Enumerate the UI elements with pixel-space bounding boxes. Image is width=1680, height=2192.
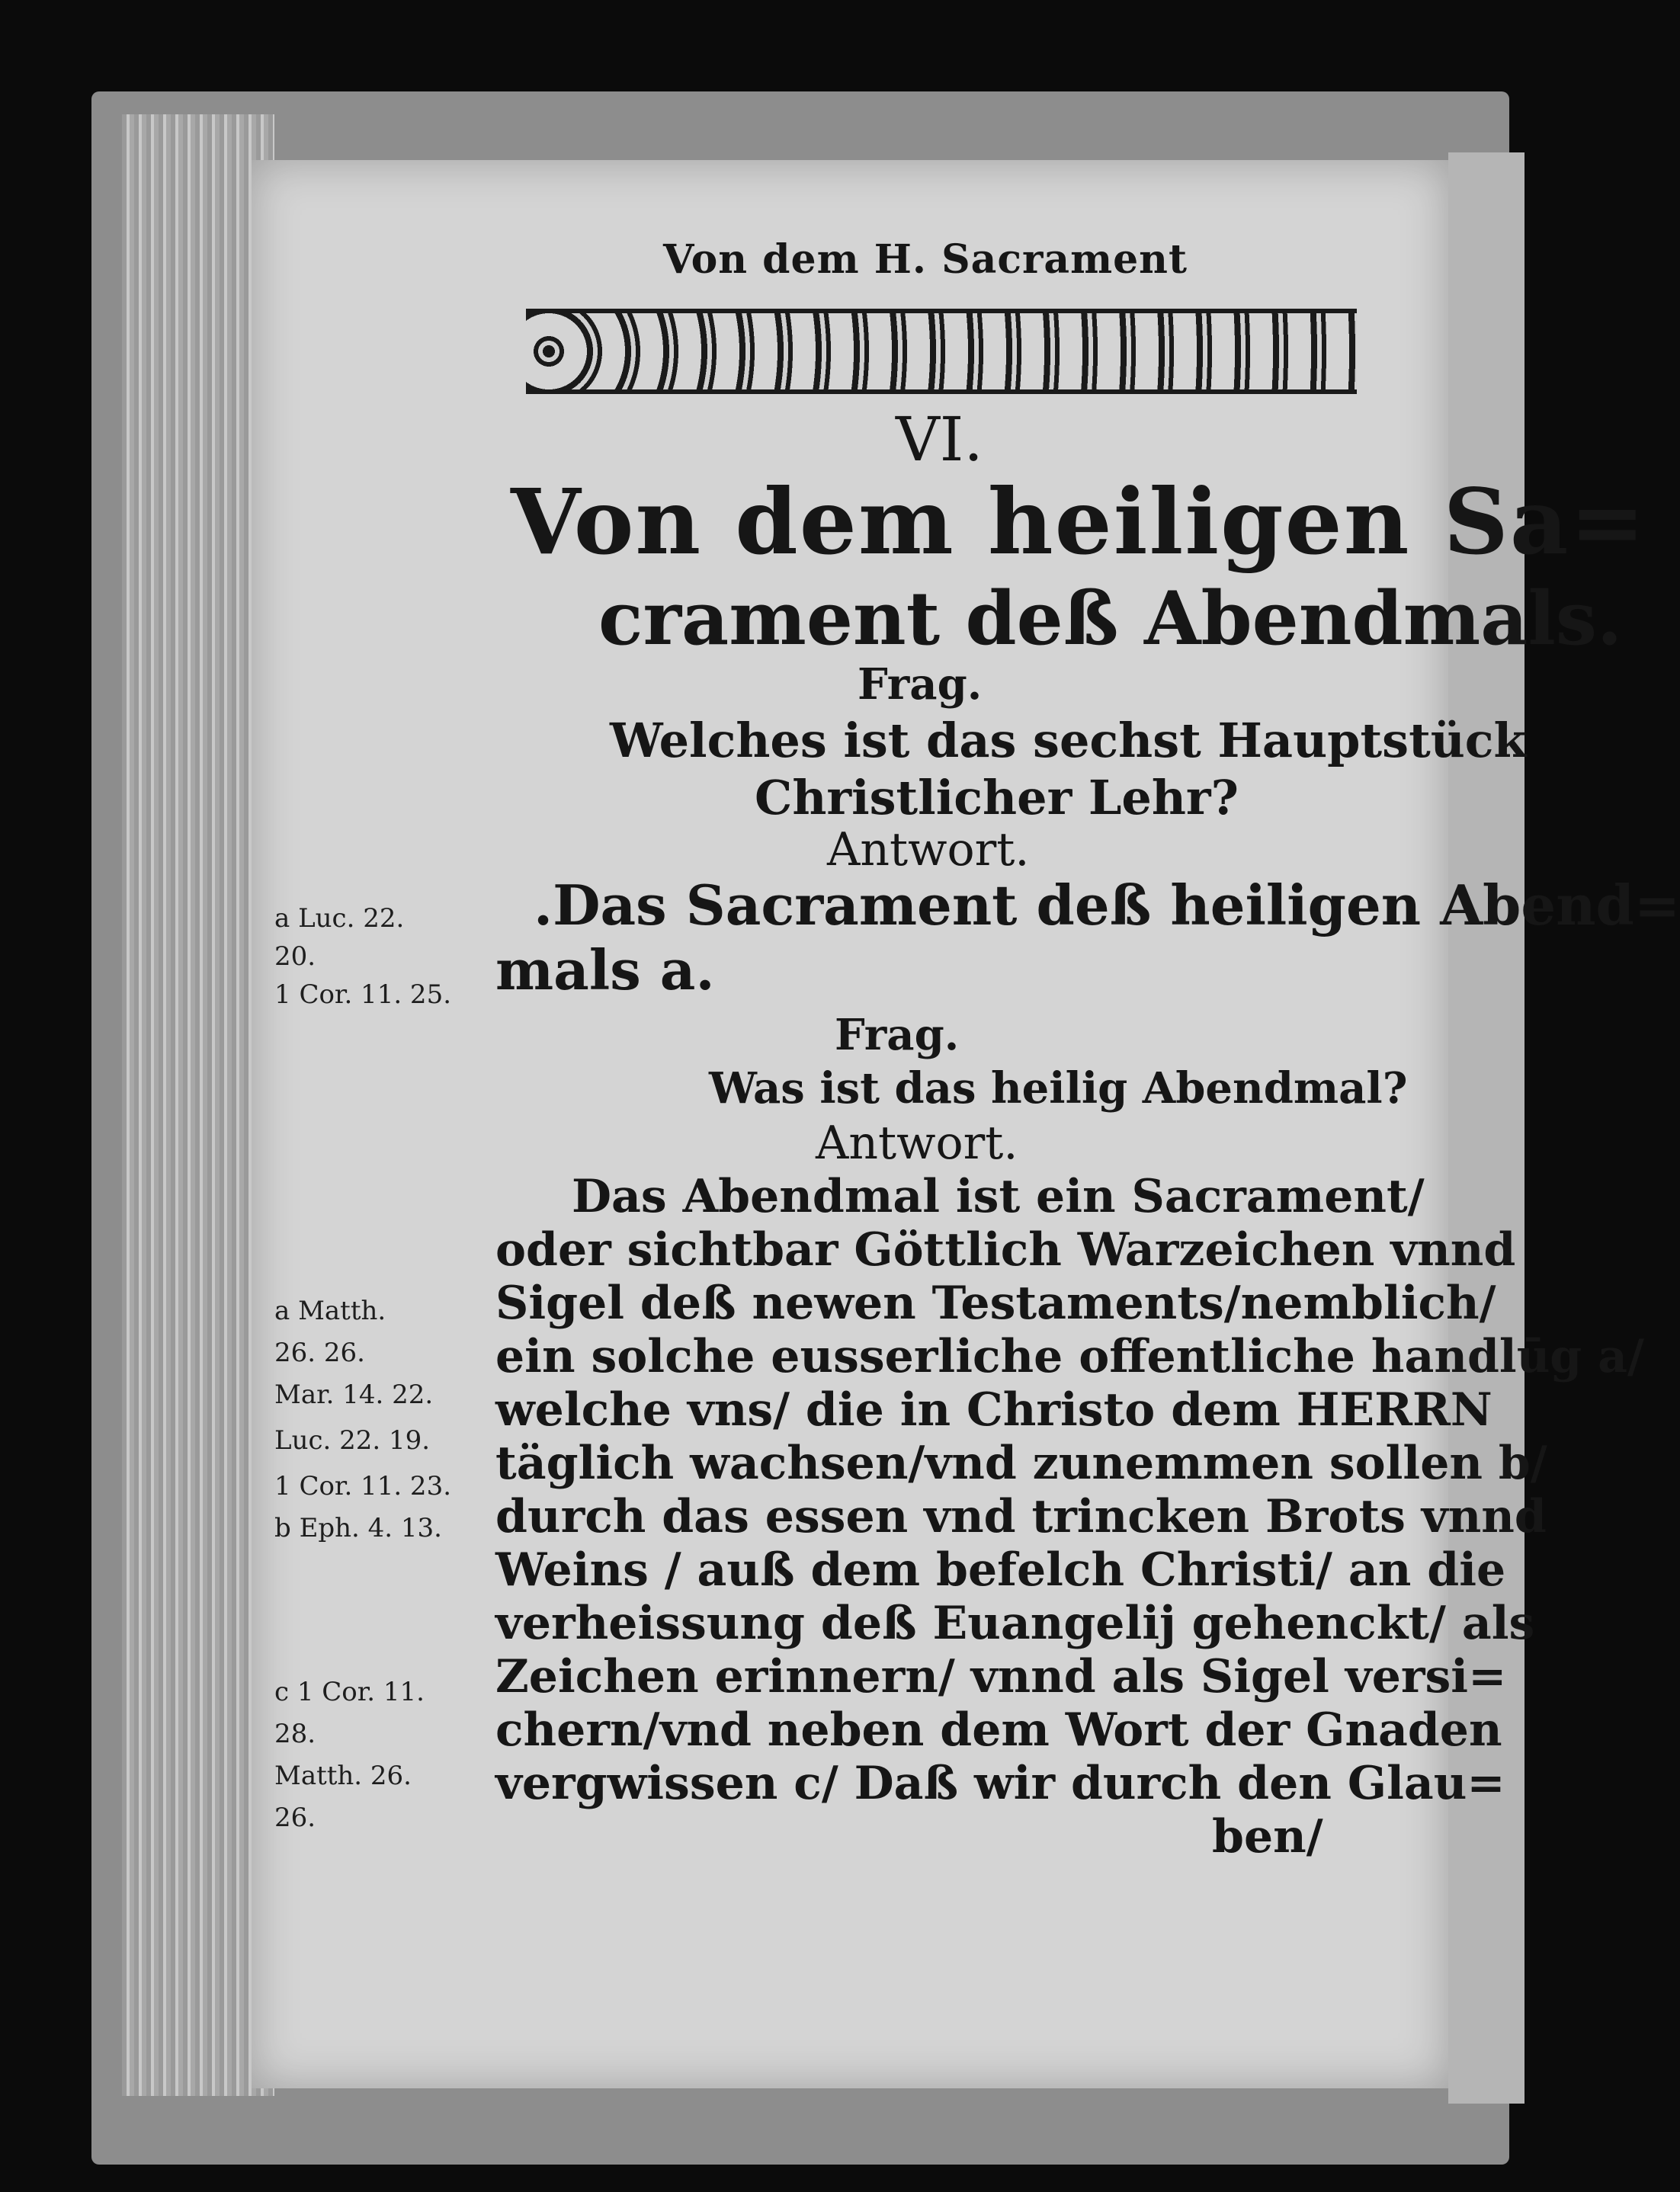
margin-note: Luc. 22. 19. xyxy=(274,1425,431,1456)
body-line: Das Abendmal ist ein Sacrament/ xyxy=(572,1170,1425,1223)
margin-note: Mar. 14. 22. xyxy=(274,1380,434,1410)
chapter-title-line: crament deß Abendmals. xyxy=(598,575,1623,662)
ornamental-border xyxy=(526,309,1357,394)
chapter-title-line: Von dem heiligen Sa= xyxy=(511,469,1647,575)
margin-note: 1 Cor. 11. 23. xyxy=(274,1471,452,1501)
answer-text: .Das Sacrament deß heiligen Abend= xyxy=(534,873,1680,937)
question-text: Christlicher Lehr? xyxy=(755,770,1239,825)
chapter-number: VI. xyxy=(896,404,983,475)
answer-label: Antwort. xyxy=(816,1117,1018,1170)
body-line: Zeichen erinnern/ vnnd als Sigel versi= xyxy=(495,1650,1507,1703)
question-text: Welches ist das sechst Hauptstück xyxy=(610,713,1527,768)
body-line: oder sichtbar Göttlich Warzeichen vnnd xyxy=(495,1223,1516,1277)
question-label: Frag. xyxy=(835,1010,960,1060)
book-page xyxy=(252,160,1680,2088)
margin-note: 26. xyxy=(274,1803,316,1833)
margin-note: 28. xyxy=(274,1719,316,1749)
margin-note: c 1 Cor. 11. xyxy=(274,1677,425,1707)
body-line: verheissung deß Euangelij gehenckt/ als xyxy=(495,1597,1535,1650)
question-text: Was ist das heilig Abendmal? xyxy=(709,1063,1408,1114)
question-label: Frag. xyxy=(858,659,983,710)
body-line: ben/ xyxy=(1212,1810,1323,1864)
facing-page xyxy=(1448,152,1525,2104)
margin-note: 26. 26. xyxy=(274,1338,365,1368)
margin-note: b Eph. 4. 13. xyxy=(274,1513,442,1543)
margin-note: Matth. 26. xyxy=(274,1761,412,1791)
body-line: vergwissen c/ Daß wir durch den Glau= xyxy=(495,1757,1505,1810)
body-line: durch das essen vnd trincken Brots vnnd xyxy=(495,1490,1547,1543)
margin-note: 20. xyxy=(274,941,316,972)
running-head: Von dem H. Sacrament xyxy=(663,236,1188,283)
body-line: Weins / auß dem befelch Christi/ an die xyxy=(495,1543,1506,1597)
answer-label: Antwort. xyxy=(827,823,1030,876)
margin-note: a Matth. xyxy=(274,1296,386,1326)
body-line: welche vns/ die in Christo dem HERRN xyxy=(495,1383,1492,1437)
margin-note: 1 Cor. 11. 25. xyxy=(274,979,452,1010)
margin-note: a Luc. 22. xyxy=(274,903,405,934)
body-line: chern/vnd neben dem Wort der Gnaden xyxy=(495,1703,1502,1757)
body-line: ein solche eusserliche offentliche handlūg a/ xyxy=(495,1330,1644,1383)
body-line: täglich wachsen/vnd zunemmen sollen b/ xyxy=(495,1437,1547,1490)
answer-text: mals a. xyxy=(495,937,715,1002)
body-line: Sigel deß newen Testaments/nemblich/ xyxy=(495,1277,1496,1330)
